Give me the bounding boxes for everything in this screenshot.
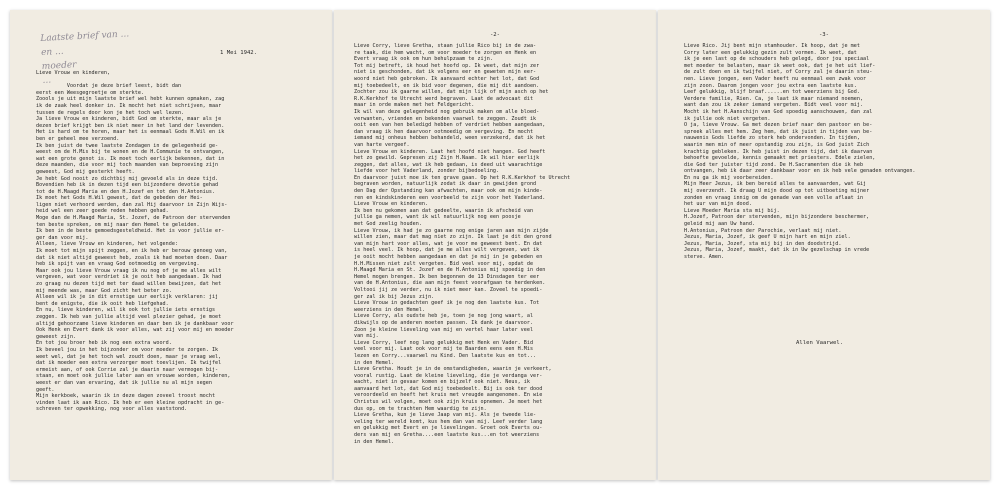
- letter-body-page-2: Lieve Corry, lieve Gretha, staan jullie Rico bij in de zwa- re taak, die hem wacht, om voor moeder te zorgen en Henk en Evert vraag ik ook om hun behulpzaam te zijn. Tot mij betreft, ik houd het hoofd op. Ik weet, dat mijn zer niet is geschonden, dat ik volgens eer en geweten mijn eer- woord niet heb gebroken. Ik aanvaard echter het lot, dat God mij toebedeelt, en ik bid voor degenen, die mij dit aandoen. Zochter zou ik gaarne willen, dat mijn lijk of mijn asch op het R.K.Kerkhof te Utrecht werd begraven. Laat de advocaat dit maar in orde maken met het Feldgericht. Ik wil van deze gelegenheid nog gebruik maken om alle bloed- verwanten, vrienden en bekenden vaarwel te zeggen. Zoudt ik ooit een van hen beledigd hebben of verdriet hebben aangedaan, dan vraag ik hen daarvoor ootmoedig om vergeving. En mocht iemand mij onheus hebben behandeld, ween verzekerd, dat ik het van harte vergeef. Lieve Vrouw en kinderen. Laat het hoofd niet hangen. God heeft het zo gewild. Gepresen zij Zijn H.Naam. Ik wil hier eerlijk zeggen, dat alles, wat ik heb gedaan, is deed uit waarachtige liefde voor het Vaderland, zonder bijbedoeling. En daarvoor juist moe ik ten grave gaan. Op het R.K.Kerkhof te Utrecht begraven worden, natuurlijk zodat ik daar in gewijden grond den Dag der Opstanding kan afwachten, maar ook om mijn kinde- ren en kindskinderen een voorbeeld te zijn voor het Vaderland. Lieve Vrouw en kinderen. Ik ben nu gekomen aan dat gedeelte, waarin ik afscheid van jullie ga nemen, want ik wil natuurlijk nog een poosje met God zeelig houden. Lieve Vrouw, ik had je zo gaarne nog enige jaren aan mijn zijde willen zien, maar dat mag niet zo zijn. Ik laat je dit den grond van mijn hart voor alles, wat je voor me geweest bent. En dat is heel veel. Ik hoop, dat je me alles wilt vergeven, wat ik je ooit mocht hebben aangedaan en dat je mij in je gebeden en H.H.Missen niet zult vergeten. Bid veel voor mij, opdat de H.Maagd Maria en St. Jozef en de H.Antonius mij spoedig in den Hemel mogen brengen. Ik ben begonnen de 13 Dinsdagen ter eer van de H.Antonius, die aan mijn feest voorafgaan te herdenken. Voltooi jij ze verder, nu ik niet meer kan. Zoveel te spoedi- ger zal ik bij Jezus zijn. Lieve Vrouw in gedachten geef ik je nog den laatste kus. Tot weerziens in den Hemel. Lieve Corry, als oudste heb je, toen je nog jong waart, al dikwijls op de anderen moeten passen. Ik dank je daarvoor. Zoon je kleine lieveling van mij en vertel haar later veel van mij. Lieve Corry, leef nog lang gelukkig met Henk en Vader. Bid veel voor mij. Laat ook voor mij te Baarden eens een H.Mis lezen en Corry...vaarwel nu Kind. Den laatste kus en tot... in den Hemel. Lieve Gretha. Houdt je in de omstandigheden, waarin je verkeert, vooral rustig. Laat de kleine lieveling, die je verdanga ver- wacht, niet in gevaar komen en bijzelf ook niet. Neus, ik aanvaard het lot, dat God mij toebedeelt. Bij is ook ter dood veroordeeld en heeft het kruis met vreugde aangenomen. En wie Christus wil volgen, moet ook zijn kruis opnemen. Je moet het dus op, om te trachten Hem waardig te zijn. Lieve Gretha, kun je lieve Jaap van mij. Als je tweede lie- veling ter wereld komt, kus hem dan van mij. Leef verder lang en gelukkig met Evert en je lievelingen. Groet ook Everts ou- ders van mij en Gretha....een laatste kus...en tot weerziens in den Hemel.: [354, 43, 571, 445]
- letter-body-page-3: Lieve Rico. Jij bent mijn stamhouder. Ik hoop, dat je met Corry later een gelukkig gezin zult vormen. Ik weet, dat ik je een last op de schouders heb gelegd, door jou speciaal met moeder te belasten, maar ik weet ook, dat je het uit lief- de zult doen en ik twijfel niet, of Corry zal je daarin steu- nen. Lieve jongen, een Vader heeft nu eenmaal een zwak voor zijn zoon. Daarom jongen voor jou extra een laatste kus. Leef gelukkig, blijf braaf......en tot weerziens bij God. Verdere familie, Rien. Ca, je laat ik maar niemand noemen, want dan zou ik zeker iemand vergeten. Bidt veel voor mij. Mocht ik het H.Aanschijn van God spoedig aanschouwen, dan zal ik jullie ook niet vergeten. O ja, lieve Vrouw. Ga met dezen brief naar den pastoor en be- spreek alles met hem. Zeg hem, dat ik juist in tijden van be- nauwenis Gods liefde zo sterk heb ondervonden. In tijden, waarin men min of meer opstandig zou zijn, is God juist Zich krachtig gebleken. Ik heb juist in dezen tijd, dat ik daarvan behoefte gevoelde, kennis gemaakt met priesters. Edele zielen, die God ter juister tijd zond. De H.Sacramenten die ik heb ontvangen, heb ik daar zeer dankbaar voor en ik heb vele genaden ontvangen. En nu ga ik mij voorbereiden. Mijn Heer Jezus, ik ben bereid alles te aanvaarden, wat Gij mij overzendt. Ik draag U mijn dood op tot uitboeting mijner zonden en vraag innig om de genade van een volle aflaat in het uur van mijn dood. Lieve Moeder Maria sta mij bij. H.Jozef, Patroon der stervenden, mijn bijzondere beschermer, geleid mij aan Uw hand. H.Antonius, Patroon der Parochie, verlaat mij niet. Jezus, Maria, Jozef, ik geef U mijn hart en mijn ziel. Jezus, Maria, Jozef, sta mij bij in den doodstrijd. Jezus, Maria, Jozef, maakt, dat ik in Uw gezelschap in vrede sterve. Amen.: [684, 43, 916, 260]
- letter-body-page-1: Lieve Vrouw en kinderen, Voordat je deze brief leest, bidt dan eerst een Weesgegroetje om sterkte. Zoools je uit mijn laatste brief wel hebt kunnen opmaken, zag ik de zaak heel donker in. Ik mocht het niet schrijven, maar tussen de regels door kon je het toch wel lezen. Ja lieve Vrouw en kinderen, bidt God om sterkte, maar als je dezen brief krijgt ben ik niet meer in het land der levenden. Het is hard om te horen, maar het is eenmaal Gods H.Wil en ik ben er geheel mee verzoend. Ik ben juist de twee laatste Zondagen in de gelegenheid ge- weest om de H.Mis bij te wonen en de H.Communie te ontvangen, wat een grote genot is. Ik moet toch eerlijk bekennen, dat in deze maanden, die voor mij toch maanden van beproeving zijn geweest, God mij gesterkt heeft. Je hebt God nooit zo dichtbij mij gevoeld als in deze tijd. Bovendien heb ik in dezen tijd een bijzondere devotie gehad tot de H.Maagd Maria en den H.Jozef en tot den H.Antonius. Ik moet het Gods H.Wil gewest, dat de gebeden der Hei- ligen niet verhoord werden, dan zal Hij daarvoor in Zijn Wijs- heid wel een zeer goede reden hebben gehad. Moge dan de H.Maagd Maria, St. Jozef, de Patroon der stervenden ten beste spreken, om mij naar den Hemel te geleiden. Ik ben in de beste gemoedsgesteldheid. Het is voor jullie er- ger dan voor mij. Alleen, lieve Vrouw en kinderen, het volgende: Ik moet tot mijn spijt zeggen, en ik heb er berouw genoeg van, dat ik niet altijd geweest heb, zoals ik had moeten doen. Daar heb ik spijt van en vraag God ootmoedig om vergeving. Maar ook jou lieve Vrouw vraag ik nu nog of je me alles wilt vergeven, wat voor verdriet ik je ooit heb aangedaan. Ik had zo graag nu dezen tijd met ter daad willen bewijzen, dat het mij meende was, maar God zicht het beter zo. Alleen wil ik je in dit ernstige uur eerlijk verklaren: jij bent de enigste, die ik ooit heb liefgehad. En nu, lieve kinderen, wil ik ook tot jullie iets ernstigs zeggen. Ik heb van jullie altijd veel plezier gehad, je moet altijd gehoorzame lieve kinderen en daar ben ik je dankbaar voor Ook Henk en Evert dank ik voor alles, wat zij voor mij en moeder geweest zijn. En tot jou broer heb ik nog een extra woord. Ik beveel jou in het bijzonder om voor moeder te zorgen. Ik weet wel, dat je het toch wel zoudt doen, maar je vraag wel, dat ik moeder een extra verzorger moet toevlijen. Ik twijfel ermeist aan, of ook Corrie zal je daarin naar vermogen bij- staan, en moet ook jullie later aan en vrouwe worden, kinderen, weest er dan van ervaring, dat ik jullie nu al mijn segen geeft. Mijn kerkboek, waarin ik in deze dagen zoveel troost mocht vinden laat ik aan Rico. Ik heb er een kleine opdracht in ge- schreven ter opwekking, nog voor alles vaststond.: [36, 70, 234, 413]
- page-number: -3-: [818, 32, 830, 38]
- pencil-annotation: Laatste brief van ... en ... moeder ...: [40, 29, 130, 86]
- letter-page-1: [10, 10, 332, 480]
- letter-page-2: [334, 10, 656, 480]
- page-number: -2-: [489, 32, 501, 38]
- letter-page-3: [658, 10, 990, 480]
- signature-line: Allen Vaarwel.: [796, 340, 844, 346]
- letter-date: 1 Mei 1942.: [220, 50, 258, 56]
